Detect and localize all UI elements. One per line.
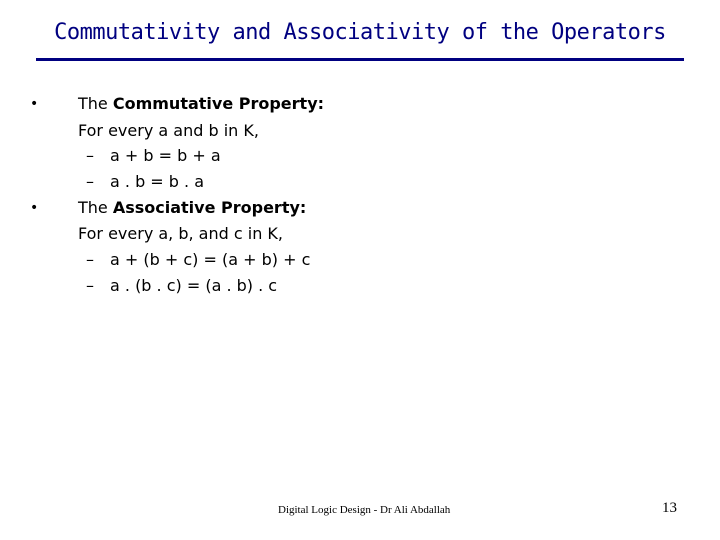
associative-equation-1: a + (b + c) = (a + b) + c	[110, 250, 311, 269]
commutative-equation-2: a . b = b . a	[110, 172, 205, 191]
dash-icon: –	[86, 276, 94, 295]
associative-prefix: The	[78, 198, 113, 217]
dash-icon: –	[86, 250, 94, 269]
commutative-property-name: Commutative Property:	[112, 94, 325, 113]
slide-footer: Digital Logic Design - Dr Ali Abdallah	[278, 504, 451, 516]
commutative-prefix: The	[78, 94, 113, 113]
associative-heading	[78, 198, 306, 218]
dash-icon: –	[86, 146, 94, 165]
page-number: 13	[662, 500, 677, 516]
bullet-icon: •	[30, 96, 39, 112]
commutative-intro: For every a and b in K,	[78, 121, 259, 140]
dash-icon: –	[86, 172, 94, 191]
associative-equation-2: a . (b . c) = (a . b) . c	[110, 276, 278, 295]
associative-property-name: Associative Property:	[112, 198, 307, 217]
commutative-equation-1: a + b = b + a	[110, 146, 221, 165]
bullet-icon: •	[30, 200, 39, 216]
slide-title: Commutativity and Associativity of the Operators	[54, 20, 666, 45]
commutative-heading	[78, 94, 324, 114]
associative-intro: For every a, b, and c in K,	[78, 224, 283, 243]
